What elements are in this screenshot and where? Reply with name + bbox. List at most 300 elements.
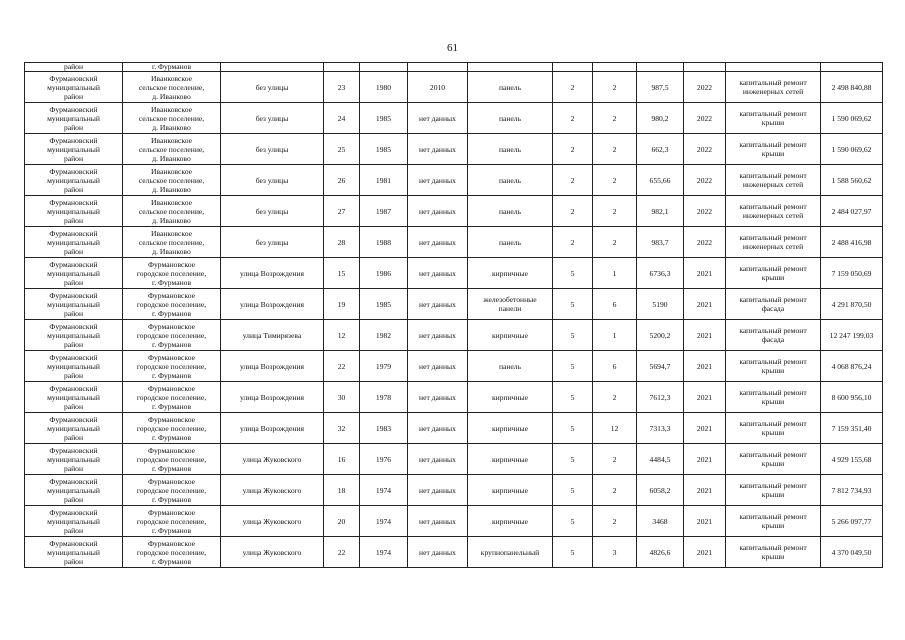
house-number-cell xyxy=(324,475,360,506)
settlement-cell xyxy=(123,196,221,227)
cell-text: 24 xyxy=(337,113,346,123)
cell-text: капитальный ремонт крыши xyxy=(739,419,807,437)
cell-text: 1986 xyxy=(375,268,392,278)
cell-text: капитальный ремонт крыши xyxy=(739,109,807,127)
floors-cell xyxy=(553,475,593,506)
cell-text: 1985 xyxy=(375,113,392,123)
build-year-cell xyxy=(360,382,408,413)
wall-material-cell xyxy=(468,413,553,444)
plan-year-cell xyxy=(684,258,726,289)
cell-text: 7612,3 xyxy=(649,392,671,402)
cell-text: 2 xyxy=(570,237,575,247)
work-type-cell xyxy=(726,258,821,289)
cell-text: улица Жуковского xyxy=(242,485,302,495)
cost-cell xyxy=(821,289,883,320)
cell-text: 1982 xyxy=(375,330,392,340)
house-number-cell xyxy=(324,382,360,413)
renovation-year-cell xyxy=(408,444,468,475)
renovation-year-cell xyxy=(408,506,468,537)
entrances-cell xyxy=(593,289,637,320)
cell-text: 5 xyxy=(570,330,575,340)
plan-year-cell xyxy=(684,475,726,506)
cell-text: 1988 xyxy=(375,237,392,247)
cell-text: 2 xyxy=(570,175,575,185)
table-row xyxy=(25,413,883,444)
work-type-cell xyxy=(726,134,821,165)
cell-text: 20 xyxy=(337,516,346,526)
cell-text: без улицы xyxy=(255,237,289,247)
plan-year-cell xyxy=(684,444,726,475)
cell-text: улица Тимирязева xyxy=(242,330,302,340)
municipal-district-cell xyxy=(25,537,123,568)
build-year-cell xyxy=(360,506,408,537)
renovation-year-cell xyxy=(408,227,468,258)
settlement-cell xyxy=(123,413,221,444)
cell-text: Фурмановский муниципальный район xyxy=(47,259,100,287)
table-row xyxy=(25,320,883,351)
cell-text: Фурмановский муниципальный район xyxy=(47,73,100,101)
cell-text: панель xyxy=(498,361,522,371)
work-type-cell xyxy=(726,444,821,475)
table-row xyxy=(25,475,883,506)
cell-text: 4 929 155,68 xyxy=(831,454,872,464)
cell-text: 27 xyxy=(337,206,346,216)
cell-text: 2021 xyxy=(696,392,713,402)
cell-text: 6 xyxy=(612,361,617,371)
build-year-cell xyxy=(360,537,408,568)
cell-text: Фурмановский муниципальный район xyxy=(47,135,100,163)
street-cell xyxy=(221,475,324,506)
build-year-cell xyxy=(360,196,408,227)
cell-text: Фурмановский муниципальный район xyxy=(47,476,100,504)
cell-text: Иванковское сельское поселение, д. Иванково xyxy=(138,104,205,132)
house-number-cell xyxy=(324,196,360,227)
settlement-cell xyxy=(123,351,221,382)
cell-text: 2 xyxy=(612,144,617,154)
work-type-cell xyxy=(726,537,821,568)
entrances-cell xyxy=(593,413,637,444)
settlement-cell xyxy=(123,382,221,413)
plan-year-cell xyxy=(684,382,726,413)
plan-year-cell xyxy=(684,134,726,165)
cell-text: Фурмановский муниципальный район xyxy=(47,538,100,566)
settlement-cell xyxy=(123,475,221,506)
street-cell xyxy=(221,537,324,568)
entrances-cell xyxy=(593,165,637,196)
renovation-year-cell xyxy=(408,320,468,351)
cell-text: 5 xyxy=(570,485,575,495)
cell-text: Фурмановское городское поселение, г. Фурманов xyxy=(136,538,207,566)
area-cell xyxy=(637,382,684,413)
cell-text: 2021 xyxy=(696,361,713,371)
wall-material-cell xyxy=(468,72,553,103)
settlement-cell xyxy=(123,165,221,196)
cell-text: капитальный ремонт крыши xyxy=(739,450,807,468)
cell-text: железобетонные панели xyxy=(483,295,537,313)
cell-text: 5 xyxy=(570,454,575,464)
street-cell xyxy=(221,289,324,320)
work-type-cell xyxy=(726,103,821,134)
cell-text: улица Возрождения xyxy=(239,392,305,402)
house-number-cell xyxy=(324,103,360,134)
wall-material-cell xyxy=(468,444,553,475)
renovation-year-cell xyxy=(408,289,468,320)
cell-text: нет данных xyxy=(419,361,456,371)
table-row xyxy=(25,165,883,196)
cell-text: без улицы xyxy=(255,175,289,185)
area-cell xyxy=(637,351,684,382)
municipal-district-cell xyxy=(25,351,123,382)
entrances-cell xyxy=(593,258,637,289)
cell-text: 26 xyxy=(337,175,346,185)
cell-text: Фурмановский муниципальный район xyxy=(47,445,100,473)
cell-text: 23 xyxy=(337,82,346,92)
table-row-continuation xyxy=(25,63,883,72)
cell-text: 1 588 560,62 xyxy=(831,175,872,185)
cell-text: капитальный ремонт инженерных сетей xyxy=(739,233,807,251)
cell-text: панель xyxy=(498,82,522,92)
cell-text: капитальный ремонт фасада xyxy=(739,326,807,344)
cell-text: 2 488 416,98 xyxy=(831,237,872,247)
entrances-cell xyxy=(593,134,637,165)
cell-text: Фурмановский муниципальный район xyxy=(47,166,100,194)
renovation-year-cell xyxy=(408,475,468,506)
cell-text: 980,2 xyxy=(651,113,669,123)
cost-cell xyxy=(821,258,883,289)
cell-text: 22 xyxy=(337,547,346,557)
area-cell xyxy=(637,258,684,289)
cell-text: панель xyxy=(498,206,522,216)
cell-text: Фурмановское городское поселение, г. Фурманов xyxy=(136,259,207,287)
renovation-year-cell xyxy=(408,382,468,413)
cell-text: Иванковское сельское поселение, д. Иванково xyxy=(138,73,205,101)
work-type-cell xyxy=(726,227,821,258)
street-cell xyxy=(221,351,324,382)
cell-text: 2022 xyxy=(696,206,713,216)
cell-text: улица Жуковского xyxy=(242,454,302,464)
area-cell xyxy=(637,289,684,320)
cell-text: капитальный ремонт фасада xyxy=(739,295,807,313)
cell-text: улица Жуковского xyxy=(242,547,302,557)
cell-text: 2021 xyxy=(696,423,713,433)
cell-text: 3468 xyxy=(652,516,668,526)
cell-text: нет данных xyxy=(419,485,456,495)
floors-cell xyxy=(553,103,593,134)
settlement-cell xyxy=(123,72,221,103)
cell-text: 5 xyxy=(570,268,575,278)
cell-text: 22 xyxy=(337,361,346,371)
cell-text: 12 xyxy=(337,330,346,340)
floors-cell xyxy=(553,134,593,165)
table-row xyxy=(25,134,883,165)
plan-year-cell xyxy=(684,227,726,258)
work-type-cell xyxy=(726,413,821,444)
cell-text: 2021 xyxy=(696,299,713,309)
cell-text: 662,3 xyxy=(651,144,669,154)
cell-text: Иванковское сельское поселение, д. Иванково xyxy=(138,197,205,225)
build-year-cell xyxy=(360,413,408,444)
street-cell xyxy=(221,165,324,196)
floors-cell xyxy=(553,165,593,196)
cell-text: нет данных xyxy=(419,454,456,464)
municipal-district-cell xyxy=(25,134,123,165)
cell-text: кирпичные xyxy=(491,485,529,495)
table-row xyxy=(25,537,883,568)
wall-material-cell xyxy=(468,475,553,506)
cell-text: 2 xyxy=(570,144,575,154)
area-cell xyxy=(637,506,684,537)
cell-text: нет данных xyxy=(419,330,456,340)
entrances-cell xyxy=(593,196,637,227)
plan-year-cell xyxy=(684,537,726,568)
cell-text: панель xyxy=(498,144,522,154)
plan-year-cell xyxy=(684,413,726,444)
wall-material-cell xyxy=(468,196,553,227)
cell-text: без улицы xyxy=(255,206,289,216)
cell-text: 6736,3 xyxy=(649,268,671,278)
build-year-cell xyxy=(360,227,408,258)
cell-text: 2 xyxy=(612,392,617,402)
cell-text: 1979 xyxy=(375,361,392,371)
cell-text: 2 xyxy=(612,82,617,92)
municipal-district-cell xyxy=(25,444,123,475)
cell-text: Фурмановское городское поселение, г. Фурманов xyxy=(136,507,207,535)
area-cell xyxy=(637,103,684,134)
cell-text: нет данных xyxy=(419,175,456,185)
cell-text: Фурмановский муниципальный район xyxy=(47,507,100,535)
municipal-district-cell xyxy=(25,413,123,444)
settlement-cell xyxy=(123,537,221,568)
municipal-district-cell xyxy=(25,320,123,351)
settlement-cell xyxy=(123,289,221,320)
house-number-cell xyxy=(324,72,360,103)
entrances-cell xyxy=(593,72,637,103)
entrances-cell xyxy=(593,320,637,351)
cell-text: 2 484 027,97 xyxy=(831,206,872,216)
house-number-cell xyxy=(324,506,360,537)
floors-cell xyxy=(553,63,593,72)
plan-year-cell xyxy=(684,506,726,537)
cell-text: 5200,2 xyxy=(649,330,671,340)
table-row xyxy=(25,351,883,382)
street-cell xyxy=(221,134,324,165)
renovation-year-cell xyxy=(408,258,468,289)
cell-text: 1985 xyxy=(375,299,392,309)
table-row xyxy=(25,382,883,413)
cell-text: 3 xyxy=(612,547,617,557)
cell-text: 32 xyxy=(337,423,346,433)
cell-text: Фурмановский муниципальный район xyxy=(47,414,100,442)
floors-cell xyxy=(553,289,593,320)
wall-material-cell xyxy=(468,289,553,320)
floors-cell xyxy=(553,320,593,351)
cell-text: 4 291 870,50 xyxy=(831,299,872,309)
cell-text: 15 xyxy=(337,268,346,278)
wall-material-cell xyxy=(468,165,553,196)
cell-text: 5 xyxy=(570,299,575,309)
cell-text: 4826,6 xyxy=(649,547,671,557)
wall-material-cell xyxy=(468,227,553,258)
area-cell xyxy=(637,444,684,475)
cell-text: кирпичные xyxy=(491,392,529,402)
cell-text: 2021 xyxy=(696,547,713,557)
wall-material-cell xyxy=(468,351,553,382)
cell-text: 5 266 097,77 xyxy=(831,516,872,526)
cell-text: 2021 xyxy=(696,268,713,278)
municipal-district-cell xyxy=(25,72,123,103)
cell-text: 1981 xyxy=(375,175,392,185)
area-cell xyxy=(637,227,684,258)
cost-cell xyxy=(821,196,883,227)
cell-text: 16 xyxy=(337,454,346,464)
cell-text: кирпичные xyxy=(491,516,529,526)
cell-text: 18 xyxy=(337,485,346,495)
cell-text: 1983 xyxy=(375,423,392,433)
cell-text: нет данных xyxy=(419,299,456,309)
cell-text: нет данных xyxy=(419,423,456,433)
area-cell xyxy=(637,134,684,165)
cost-cell xyxy=(821,165,883,196)
floors-cell xyxy=(553,537,593,568)
renovation-year-cell xyxy=(408,196,468,227)
cell-text: Фурмановский муниципальный район xyxy=(47,290,100,318)
build-year-cell xyxy=(360,351,408,382)
house-number-cell xyxy=(324,537,360,568)
street-cell xyxy=(221,258,324,289)
cell-text: Фурмановское городское поселение, г. Фурманов xyxy=(136,290,207,318)
table-row xyxy=(25,196,883,227)
renovation-year-cell xyxy=(408,537,468,568)
cell-text: улица Возрождения xyxy=(239,423,305,433)
cell-text: 5694,7 xyxy=(649,361,671,371)
municipal-district-cell xyxy=(25,475,123,506)
work-type-cell xyxy=(726,475,821,506)
cell-text: 4 370 049,50 xyxy=(831,547,872,557)
settlement-cell xyxy=(123,444,221,475)
cell-text: Фурмановское городское поселение, г. Фурманов xyxy=(136,321,207,349)
cost-cell xyxy=(821,63,883,72)
cell-text: 1974 xyxy=(375,547,392,557)
floors-cell xyxy=(553,444,593,475)
cell-text: 2021 xyxy=(696,454,713,464)
cell-text: 2 xyxy=(612,485,617,495)
cell-text: 2022 xyxy=(696,237,713,247)
cell-text: нет данных xyxy=(419,144,456,154)
build-year-cell xyxy=(360,320,408,351)
table-row xyxy=(25,506,883,537)
house-number-cell xyxy=(324,413,360,444)
work-type-cell xyxy=(726,196,821,227)
plan-year-cell xyxy=(684,165,726,196)
table-row xyxy=(25,227,883,258)
cell-text: крупнопанельный xyxy=(480,547,540,557)
area-cell xyxy=(637,475,684,506)
municipal-district-cell xyxy=(25,103,123,134)
cell-text: 5 xyxy=(570,516,575,526)
entrances-cell xyxy=(593,444,637,475)
cell-text: Фурмановское городское поселение, г. Фурманов xyxy=(136,383,207,411)
renovation-year-cell xyxy=(408,72,468,103)
cell-text: 1 xyxy=(612,330,617,340)
renovation-year-cell xyxy=(408,134,468,165)
cell-text: 2 xyxy=(570,113,575,123)
cell-text: 2 xyxy=(612,516,617,526)
cell-text: улица Возрождения xyxy=(239,299,305,309)
cost-cell xyxy=(821,227,883,258)
cell-text: 2022 xyxy=(696,82,713,92)
work-type-cell xyxy=(726,320,821,351)
build-year-cell xyxy=(360,134,408,165)
cell-text: 12 247 199,03 xyxy=(829,330,874,340)
cell-text: Фурмановский муниципальный район xyxy=(47,383,100,411)
street-cell xyxy=(221,196,324,227)
build-year-cell xyxy=(360,165,408,196)
build-year-cell xyxy=(360,63,408,72)
cost-cell xyxy=(821,320,883,351)
cell-text: Фурмановский муниципальный район xyxy=(47,104,100,132)
cell-text: 1987 xyxy=(375,206,392,216)
cost-cell xyxy=(821,72,883,103)
wall-material-cell xyxy=(468,134,553,165)
wall-material-cell xyxy=(468,382,553,413)
cell-text: 19 xyxy=(337,299,346,309)
area-cell xyxy=(637,72,684,103)
cell-text: нет данных xyxy=(419,113,456,123)
cell-text: 25 xyxy=(337,144,346,154)
cost-cell xyxy=(821,103,883,134)
floors-cell xyxy=(553,227,593,258)
cell-text: улица Возрождения xyxy=(239,361,305,371)
cell-text: нет данных xyxy=(419,237,456,247)
cell-text: 5 xyxy=(570,423,575,433)
wall-material-cell xyxy=(468,320,553,351)
cell-text: Фурмановский муниципальный район xyxy=(47,352,100,380)
cell-text: 4484,5 xyxy=(649,454,671,464)
entrances-cell xyxy=(593,63,637,72)
cell-text: 6058,2 xyxy=(649,485,671,495)
municipal-district-cell: район xyxy=(25,63,123,72)
area-cell xyxy=(637,63,684,72)
build-year-cell xyxy=(360,289,408,320)
floors-cell xyxy=(553,351,593,382)
cell-text: капитальный ремонт инженерных сетей xyxy=(739,78,807,96)
cell-text: 2 498 840,88 xyxy=(831,82,872,92)
municipal-district-cell xyxy=(25,258,123,289)
cell-text: 982,1 xyxy=(651,206,669,216)
wall-material-cell xyxy=(468,537,553,568)
plan-year-cell xyxy=(684,320,726,351)
cell-text: Иванковское сельское поселение, д. Иванково xyxy=(138,135,205,163)
floors-cell xyxy=(553,382,593,413)
cell-text: 30 xyxy=(337,392,346,402)
plan-year-cell xyxy=(684,103,726,134)
table-row xyxy=(25,289,883,320)
cell-text: 1 xyxy=(612,268,617,278)
cost-cell xyxy=(821,351,883,382)
floors-cell xyxy=(553,413,593,444)
plan-year-cell xyxy=(684,196,726,227)
settlement-cell xyxy=(123,320,221,351)
entrances-cell xyxy=(593,506,637,537)
cell-text: капитальный ремонт инженерных сетей xyxy=(739,171,807,189)
renovation-year-cell xyxy=(408,351,468,382)
cell-text: нет данных xyxy=(419,206,456,216)
municipal-district-cell xyxy=(25,382,123,413)
cell-text: кирпичные xyxy=(491,423,529,433)
cell-text: Иванковское сельское поселение, д. Иванково xyxy=(138,228,205,256)
cell-text: нет данных xyxy=(419,547,456,557)
cost-cell xyxy=(821,475,883,506)
